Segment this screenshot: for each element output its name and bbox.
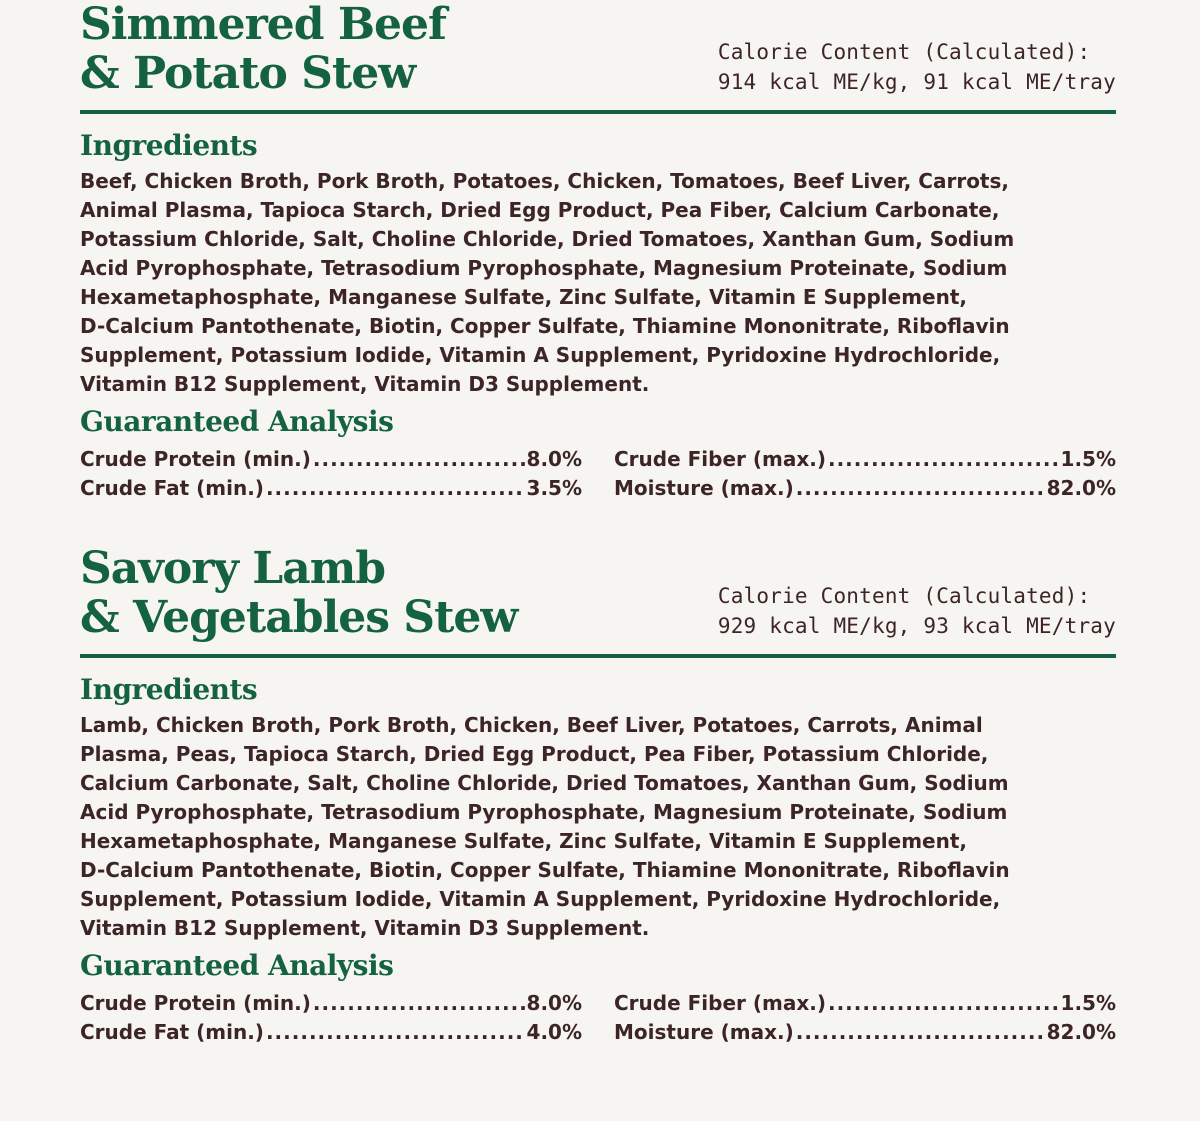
analysis-value: 3.5%	[526, 476, 582, 500]
analysis-label: Crude Protein (min.)	[80, 991, 311, 1015]
ingredients-line: Lamb, Chicken Broth, Pork Broth, Chicken, Beef Liver, Potatoes, Carrots, Animal	[80, 713, 983, 737]
analysis-value: 8.0%	[526, 447, 582, 471]
dot-leader	[266, 474, 525, 503]
calorie-content-value: 929 kcal ME/kg, 93 kcal ME/tray	[717, 614, 1116, 638]
product-title	[80, 0, 446, 98]
dot-leader	[796, 474, 1045, 503]
ingredients-line: Hexametaphosphate, Manganese Sulfate, Zinc Sulfate, Vitamin E Supplement,	[80, 829, 968, 853]
dot-leader	[266, 1018, 525, 1047]
analysis-row-moisture	[614, 474, 1116, 503]
ingredients-line: Vitamin B12 Supplement, Vitamin D3 Supplement.	[80, 372, 650, 396]
product-title-line-2: & Vegetables Stew	[80, 592, 518, 643]
ingredients-line: Acid Pyrophosphate, Tetrasodium Pyrophosphate, Magnesium Proteinate, Sodium	[80, 800, 1008, 824]
ingredients-line: Acid Pyrophosphate, Tetrasodium Pyrophosphate, Magnesium Proteinate, Sodium	[80, 256, 1008, 280]
analysis-row-crude-protein	[80, 445, 582, 474]
ingredients-line: D-Calcium Pantothenate, Biotin, Copper Sulfate, Thiamine Mononitrate, Riboflavin	[80, 858, 1010, 882]
analysis-value: 82.0%	[1046, 476, 1116, 500]
guaranteed-analysis-heading: Guaranteed Analysis	[80, 949, 394, 982]
analysis-label: Crude Fat (min.)	[80, 1020, 264, 1044]
guaranteed-analysis-heading: Guaranteed Analysis	[80, 405, 394, 438]
ingredients-line: Calcium Carbonate, Salt, Choline Chloride, Dried Tomatoes, Xanthan Gum, Sodium	[80, 771, 1009, 795]
analysis-row-moisture	[614, 1018, 1116, 1047]
analysis-value: 1.5%	[1060, 991, 1116, 1015]
dot-leader	[828, 445, 1059, 474]
ingredients-line: Animal Plasma, Tapioca Starch, Dried Egg Product, Pea Fiber, Calcium Carbonate,	[80, 198, 1000, 222]
guaranteed-analysis-table	[80, 445, 1116, 505]
dot-leader	[796, 1018, 1045, 1047]
analysis-value: 1.5%	[1060, 447, 1116, 471]
product-title	[80, 544, 517, 642]
dot-leader	[828, 989, 1059, 1018]
ingredients-heading: Ingredients	[80, 673, 258, 706]
analysis-row-crude-fiber	[614, 445, 1116, 474]
calorie-content	[718, 37, 1116, 97]
dot-leader	[313, 445, 525, 474]
calorie-content-value: 914 kcal ME/kg, 91 kcal ME/tray	[717, 70, 1116, 94]
analysis-label: Crude Fiber (max.)	[614, 447, 826, 471]
ingredients-line: Supplement, Potassium Iodide, Vitamin A Supplement, Pyridoxine Hydrochloride,	[80, 343, 1001, 367]
ingredients-list	[80, 167, 1120, 399]
analysis-label: Crude Fat (min.)	[80, 476, 264, 500]
analysis-row-crude-protein	[80, 989, 582, 1018]
ingredients-line: Potassium Chloride, Salt, Choline Chloride, Dried Tomatoes, Xanthan Gum, Sodium	[80, 227, 1015, 251]
analysis-label: Moisture (max.)	[614, 476, 794, 500]
ingredients-line: Hexametaphosphate, Manganese Sulfate, Zinc Sulfate, Vitamin E Supplement,	[80, 285, 968, 309]
ingredients-line: D-Calcium Pantothenate, Biotin, Copper Sulfate, Thiamine Mononitrate, Riboflavin	[80, 314, 1010, 338]
title-divider	[80, 654, 1116, 658]
dot-leader	[313, 989, 525, 1018]
analysis-label: Crude Fiber (max.)	[614, 991, 826, 1015]
product-title-line-1: Savory Lamb	[80, 543, 386, 594]
calorie-content	[718, 581, 1116, 641]
ingredients-line: Plasma, Peas, Tapioca Starch, Dried Egg Product, Pea Fiber, Potassium Chloride,	[80, 742, 989, 766]
ingredients-line: Supplement, Potassium Iodide, Vitamin A Supplement, Pyridoxine Hydrochloride,	[80, 887, 1001, 911]
ingredients-heading: Ingredients	[80, 129, 258, 162]
ingredients-line: Vitamin B12 Supplement, Vitamin D3 Supplement.	[80, 916, 650, 940]
analysis-value: 8.0%	[526, 991, 582, 1015]
title-divider	[80, 110, 1116, 114]
analysis-value: 82.0%	[1046, 1020, 1116, 1044]
ingredients-line: Beef, Chicken Broth, Pork Broth, Potatoes, Chicken, Tomatoes, Beef Liver, Carrots,	[80, 169, 1009, 193]
product-title-line-1: Simmered Beef	[80, 0, 446, 50]
guaranteed-analysis-table	[80, 989, 1116, 1049]
analysis-row-crude-fiber	[614, 989, 1116, 1018]
calorie-content-label: Calorie Content (Calculated):	[717, 40, 1091, 64]
calorie-content-label: Calorie Content (Calculated):	[717, 584, 1091, 608]
analysis-row-crude-fat	[80, 474, 582, 503]
ingredients-list	[80, 711, 1120, 943]
analysis-label: Moisture (max.)	[614, 1020, 794, 1044]
product-title-line-2: & Potato Stew	[80, 48, 416, 99]
analysis-value: 4.0%	[526, 1020, 582, 1044]
analysis-row-crude-fat	[80, 1018, 582, 1047]
analysis-label: Crude Protein (min.)	[80, 447, 311, 471]
